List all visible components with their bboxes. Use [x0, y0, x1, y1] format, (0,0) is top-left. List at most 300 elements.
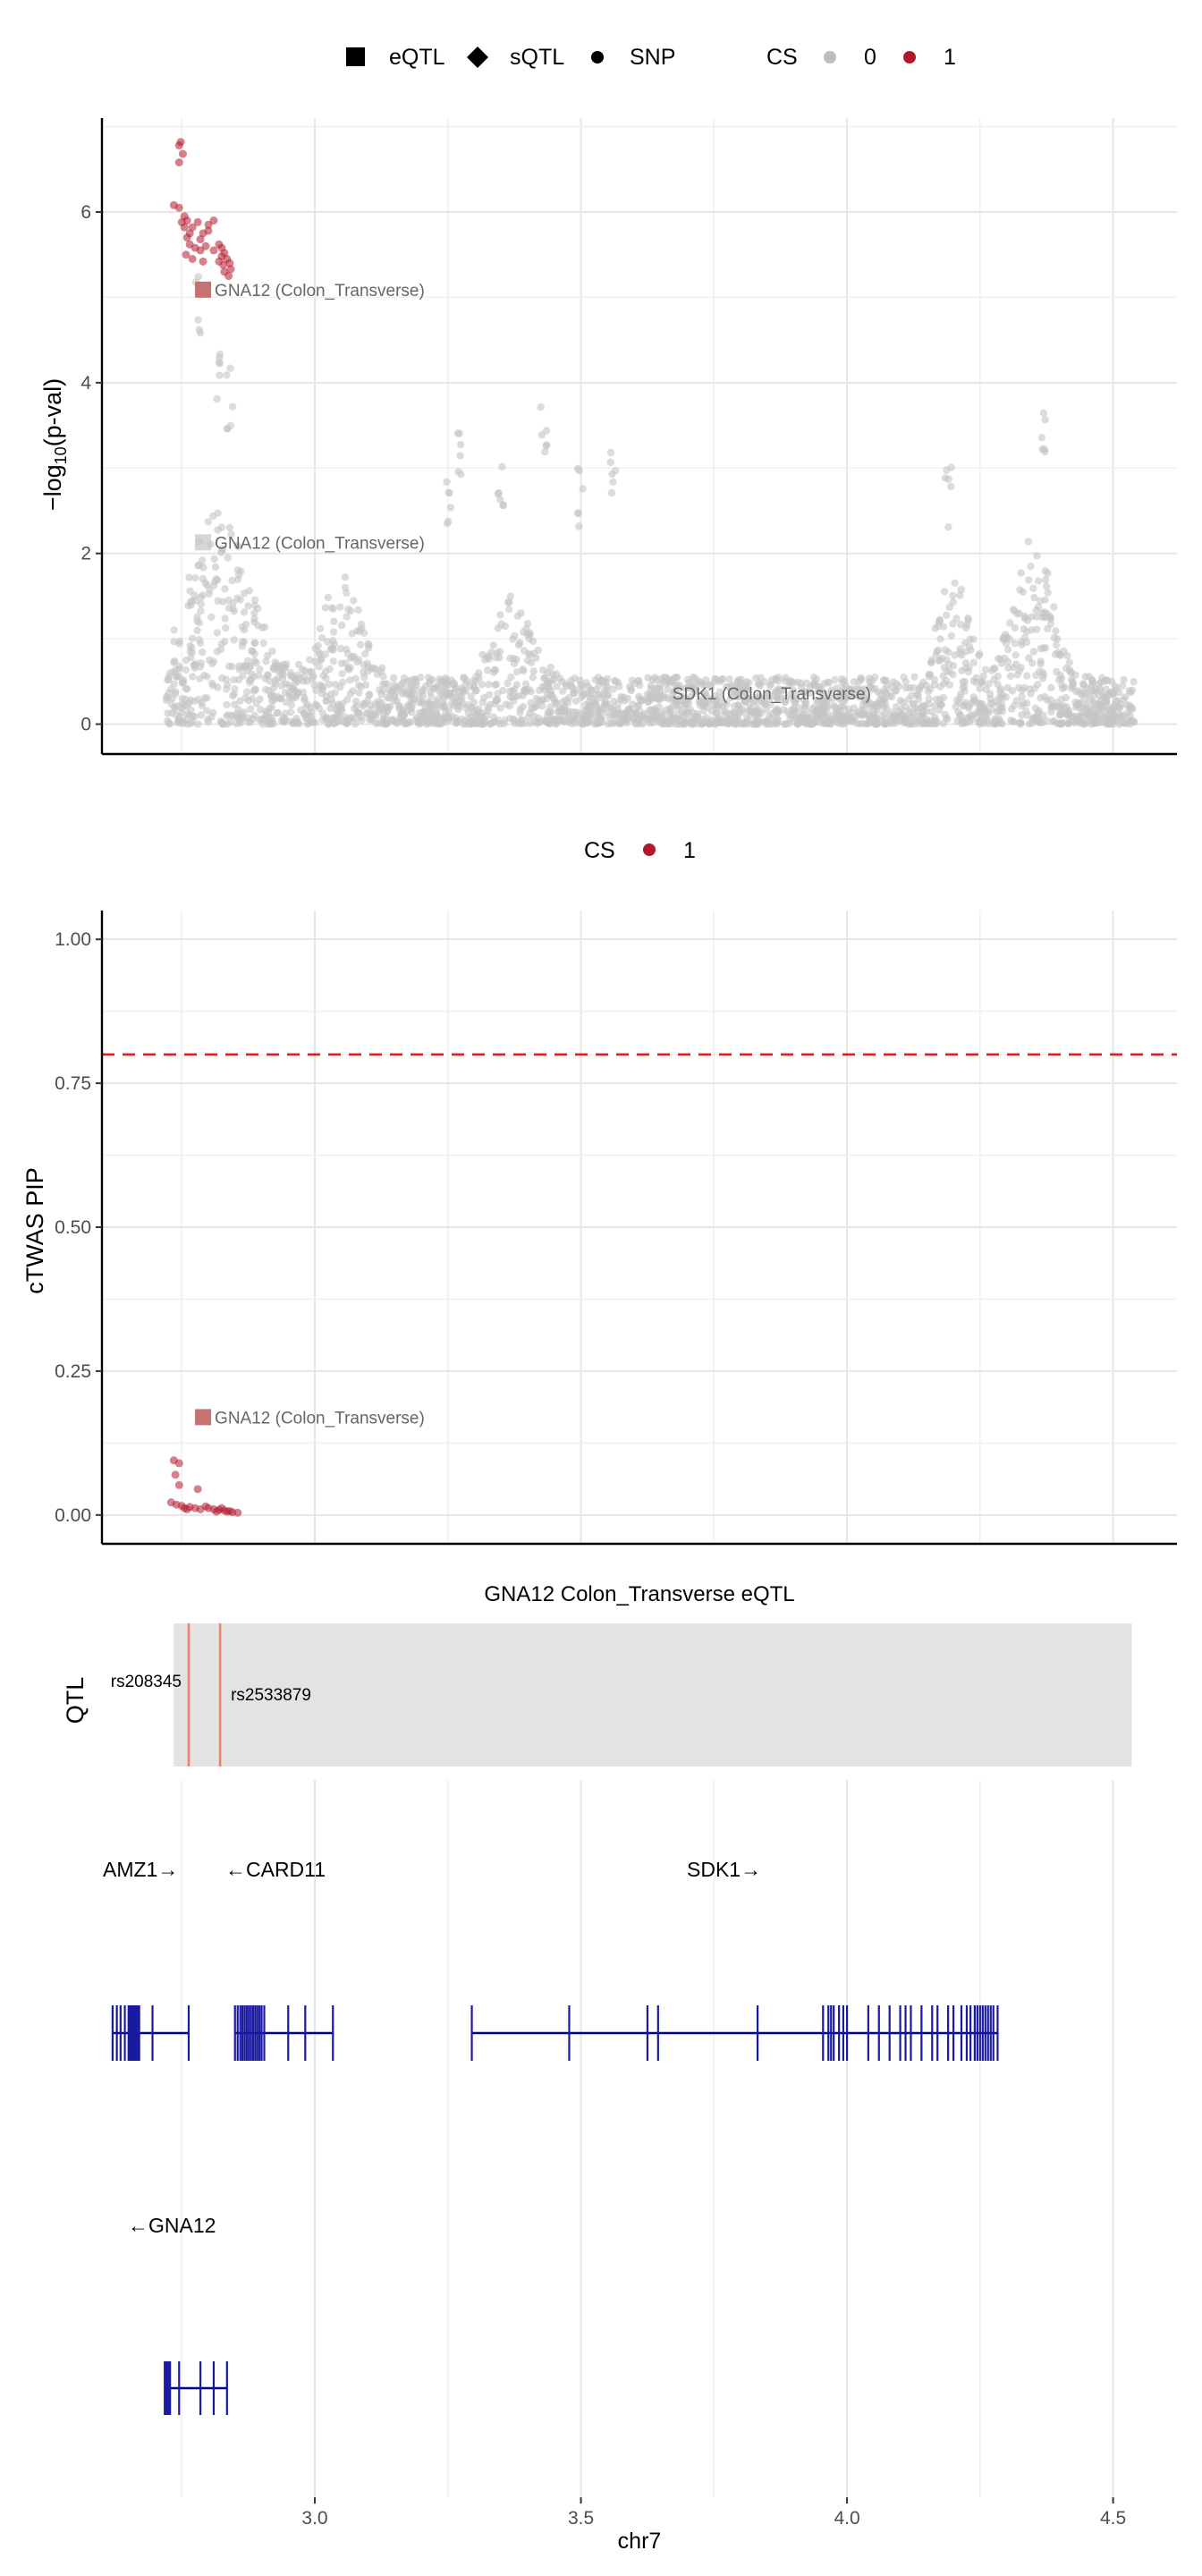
- snp-point-cs0: [888, 693, 895, 700]
- snp-point-cs0: [268, 698, 275, 705]
- snp-point-cs0: [190, 662, 198, 669]
- snp-point-cs0: [617, 693, 624, 700]
- snp-point-cs0: [559, 688, 566, 695]
- snp-point-cs0: [356, 628, 363, 635]
- snp-point-cs0: [1016, 586, 1023, 593]
- snp-point-cs0: [610, 698, 617, 705]
- snp-point-cs0: [938, 655, 945, 662]
- snp-point-cs0: [880, 676, 887, 683]
- snp-point-cs0: [623, 719, 631, 726]
- snp-point-cs0: [485, 707, 492, 714]
- snp-point-cs0: [1052, 627, 1059, 634]
- snp-point-cs0: [377, 668, 385, 675]
- snp-point-cs0: [1018, 569, 1025, 576]
- snp-point-cs0: [583, 679, 590, 686]
- snp-point-cs0: [910, 700, 918, 708]
- snp-point-cs0: [649, 719, 656, 726]
- snp-point-cs0: [998, 694, 1005, 701]
- snp-point-cs0: [344, 719, 351, 726]
- snp-point-cs0: [719, 719, 726, 726]
- snp-point-cs0: [219, 720, 226, 727]
- snp-point-cs0: [812, 708, 819, 716]
- snp-point-cs0: [223, 701, 230, 708]
- snp-point-cs0: [1043, 717, 1050, 724]
- legend-pip-cs-title: CS: [584, 838, 615, 863]
- snp-point-cs1: [209, 246, 217, 254]
- snp-point-cs0: [186, 588, 193, 595]
- snp-point-cs0: [547, 691, 554, 699]
- snp-point-cs0: [251, 597, 258, 604]
- snp-point-cs0: [306, 657, 313, 664]
- snp-point-cs0: [436, 675, 443, 682]
- snp-point-cs0: [1026, 685, 1033, 692]
- annotation-label: GNA12 (Colon_Transverse): [215, 534, 425, 554]
- snp-point-cs0: [906, 684, 913, 691]
- snp-point-cs0: [338, 622, 345, 629]
- legend-association: [346, 45, 956, 70]
- eqtl-point: [648, 685, 664, 701]
- snp-point-cs0: [1033, 613, 1040, 620]
- snp-point-cs0: [295, 661, 302, 668]
- snp-point-cs0: [519, 665, 526, 673]
- snp-point-cs0: [308, 713, 315, 720]
- legend-cs-0-key: [824, 51, 836, 64]
- snp-point-cs0: [673, 674, 681, 681]
- snp-point-cs0: [530, 667, 538, 674]
- snp-point-cs1: [175, 158, 183, 166]
- snp-point-cs1: [177, 138, 185, 146]
- snp-point-cs0: [213, 575, 220, 582]
- legend-pip-cs-1-key: [643, 843, 656, 856]
- snp-point-cs0: [505, 606, 512, 613]
- snp-point-cs0: [944, 523, 952, 530]
- snp-point-cs0: [240, 664, 247, 671]
- snp-point-cs0: [197, 329, 204, 336]
- gene-track: [103, 1858, 997, 2415]
- snp-point-cs0: [235, 676, 242, 683]
- snp-point-cs0: [330, 618, 337, 625]
- snp-point-cs0: [345, 666, 352, 674]
- snp-point-cs0: [547, 664, 554, 671]
- y-tick-label: 0.00: [55, 1504, 91, 1526]
- snp-point-cs0: [964, 714, 971, 721]
- snp-point-cs1: [186, 229, 194, 237]
- snp-point-cs0: [1015, 684, 1022, 691]
- snp-point-cs0: [1040, 410, 1047, 417]
- snp-point-cs0: [491, 666, 498, 674]
- snp-point-cs0: [218, 674, 225, 682]
- snp-point-cs0: [751, 720, 758, 727]
- snp-point-cs0: [584, 690, 591, 697]
- snp-point-cs0: [1047, 708, 1054, 716]
- snp-point-cs0: [444, 518, 452, 525]
- snp-point-cs0: [1130, 678, 1137, 685]
- snp-point-cs0: [975, 652, 982, 659]
- snp-point-cs0: [689, 713, 696, 720]
- snp-point-cs0: [364, 660, 371, 667]
- snp-point-cs0: [317, 683, 325, 691]
- snp-point-cs0: [358, 621, 365, 628]
- snp-point-cs0: [712, 719, 719, 726]
- snp-point-cs0: [561, 707, 568, 714]
- y-tick-label: 0.50: [55, 1217, 91, 1238]
- snp-point-cs0: [897, 697, 904, 704]
- snp-point-cs0: [838, 675, 845, 682]
- snp-point-cs0: [1004, 684, 1012, 691]
- snp-point-cs0: [462, 688, 470, 695]
- snp-point-cs0: [347, 690, 354, 697]
- snp-point-cs0: [910, 674, 918, 681]
- snp-point-cs1: [233, 1509, 241, 1517]
- snp-point-cs0: [343, 613, 350, 620]
- snp-point-cs0: [855, 710, 862, 717]
- snp-point-cs0: [950, 662, 957, 669]
- snp-point-cs0: [1080, 682, 1088, 689]
- snp-point-cs0: [1027, 563, 1034, 570]
- snp-point-cs0: [1033, 552, 1040, 559]
- eqtl-point: [195, 1409, 211, 1425]
- snp-point-cs0: [316, 663, 323, 670]
- pip-annotations: [215, 1409, 425, 1428]
- snp-point-cs0: [990, 665, 997, 672]
- snp-point-cs0: [1123, 716, 1130, 724]
- snp-point-cs0: [206, 590, 213, 597]
- snp-point-cs0: [541, 682, 548, 690]
- snp-point-cs0: [172, 690, 179, 697]
- snp-point-cs1: [181, 224, 189, 232]
- snp-point-cs0: [323, 698, 330, 705]
- snp-point-cs0: [972, 679, 979, 686]
- snp-point-cs0: [470, 677, 478, 684]
- y-axis-title-prefix: −log: [39, 464, 66, 512]
- snp-point-cs0: [322, 604, 329, 611]
- snp-point-cs0: [1043, 582, 1050, 589]
- snp-point-cs0: [537, 403, 544, 411]
- snp-point-cs0: [949, 598, 956, 606]
- snp-point-cs0: [1129, 687, 1136, 694]
- snp-point-cs0: [704, 720, 711, 727]
- snp-point-cs0: [481, 657, 488, 664]
- snp-point-cs0: [804, 720, 811, 727]
- snp-point-cs0: [507, 674, 514, 681]
- snp-point-cs0: [737, 720, 744, 727]
- snp-point-cs0: [344, 606, 351, 613]
- snp-point-cs0: [225, 663, 233, 670]
- snp-point-cs0: [734, 677, 741, 684]
- gene-label: ←CARD11: [225, 1858, 326, 1881]
- snp-point-cs0: [377, 702, 385, 709]
- snp-point-cs0: [163, 693, 170, 700]
- x-tick-label: 3.0: [301, 2508, 328, 2529]
- snp-point-cs0: [199, 564, 207, 571]
- snp-point-cs0: [602, 708, 609, 716]
- snp-point-cs1: [202, 242, 210, 250]
- snp-point-cs0: [1022, 708, 1029, 715]
- snp-point-cs0: [419, 686, 427, 693]
- snp-point-cs0: [244, 602, 251, 609]
- snp-point-cs0: [350, 597, 357, 604]
- snp-point-cs0: [283, 699, 290, 706]
- snp-point-cs0: [416, 720, 423, 727]
- snp-point-cs0: [1024, 616, 1031, 623]
- snp-point-cs0: [873, 719, 880, 726]
- snp-point-cs0: [665, 716, 673, 724]
- snp-point-cs0: [287, 669, 294, 676]
- snp-point-cs0: [1064, 712, 1071, 719]
- snp-point-cs0: [1010, 664, 1017, 671]
- snp-point-cs0: [328, 604, 335, 611]
- snp-point-cs0: [364, 668, 371, 675]
- snp-point-cs0: [538, 697, 546, 704]
- snp-point-cs0: [628, 687, 635, 694]
- snp-point-cs0: [322, 650, 329, 657]
- snp-point-cs0: [609, 479, 616, 486]
- snp-point-cs1: [199, 258, 207, 266]
- snp-point-cs0: [966, 702, 973, 709]
- snp-point-cs0: [486, 691, 493, 699]
- snp-point-cs0: [453, 715, 460, 722]
- snp-point-cs0: [319, 672, 326, 679]
- snp-point-cs0: [412, 682, 419, 689]
- snp-point-cs0: [213, 395, 220, 402]
- pip-y-axis-title: cTWAS PIP: [21, 1167, 48, 1294]
- pip-panel: [21, 911, 1177, 1544]
- snp-point-cs1: [217, 252, 225, 260]
- snp-point-cs0: [1107, 718, 1114, 725]
- snp-point-cs0: [495, 716, 502, 724]
- snp-point-cs0: [556, 674, 563, 682]
- snp-point-cs0: [1035, 577, 1042, 584]
- snp-point-cs0: [1062, 694, 1070, 701]
- snp-point-cs1: [212, 1507, 220, 1515]
- snp-point-cs0: [910, 712, 917, 719]
- snp-point-cs0: [526, 631, 533, 639]
- snp-point-cs0: [381, 681, 388, 688]
- snp-point-cs0: [937, 700, 944, 708]
- snp-point-cs0: [1096, 710, 1104, 717]
- snp-point-cs1: [194, 1485, 202, 1493]
- snp-point-cs0: [423, 720, 430, 727]
- snp-point-cs0: [1042, 416, 1049, 423]
- x-tick-label: 3.5: [567, 2508, 595, 2529]
- snp-point-cs0: [264, 652, 271, 659]
- snp-point-cs0: [485, 681, 492, 688]
- snp-point-cs0: [943, 612, 950, 619]
- snp-point-cs0: [535, 715, 542, 722]
- snp-point-cs0: [982, 666, 989, 674]
- snp-point-cs0: [180, 676, 187, 683]
- snp-point-cs0: [168, 709, 175, 716]
- snp-point-cs0: [391, 698, 398, 705]
- snp-point-cs0: [390, 674, 397, 682]
- snp-point-cs0: [495, 490, 502, 497]
- snp-point-cs0: [403, 707, 411, 714]
- snp-point-cs0: [944, 648, 952, 656]
- legend-eqtl-key: [346, 47, 365, 66]
- snp-point-cs0: [1071, 672, 1079, 679]
- snp-point-cs0: [471, 720, 478, 727]
- snp-point-cs0: [1042, 644, 1049, 651]
- snp-point-cs0: [614, 679, 622, 686]
- snp-point-cs0: [995, 701, 1003, 708]
- snp-point-cs0: [940, 694, 947, 701]
- snp-point-cs0: [351, 720, 359, 727]
- snp-point-cs0: [573, 716, 580, 723]
- snp-point-cs0: [775, 708, 782, 715]
- snp-point-cs0: [1012, 640, 1019, 647]
- association-panel: [39, 118, 1177, 754]
- snp-point-cs0: [952, 703, 959, 710]
- snp-point-cs1: [194, 218, 202, 226]
- snp-point-cs0: [951, 580, 958, 587]
- snp-point-cs0: [226, 365, 233, 372]
- snp-point-cs0: [253, 700, 260, 708]
- snp-point-cs0: [986, 691, 994, 698]
- snp-point-cs0: [175, 640, 182, 648]
- snp-point-cs0: [569, 683, 576, 691]
- snp-point-cs0: [419, 698, 426, 705]
- snp-point-cs0: [896, 708, 903, 716]
- snp-point-cs0: [612, 467, 619, 474]
- snp-point-cs0: [576, 467, 583, 474]
- snp-point-cs0: [935, 647, 942, 654]
- snp-point-cs0: [999, 635, 1006, 642]
- snp-point-cs0: [598, 694, 605, 701]
- snp-point-cs0: [995, 719, 1002, 726]
- snp-point-cs0: [947, 463, 954, 470]
- snp-point-cs0: [1039, 674, 1046, 682]
- y-tick-label: 2: [80, 543, 91, 564]
- snp-point-cs0: [678, 708, 685, 715]
- snp-point-cs0: [366, 691, 373, 699]
- snp-point-cs0: [262, 716, 269, 723]
- snp-point-cs0: [795, 715, 802, 722]
- snp-point-cs0: [958, 720, 965, 727]
- x-tick-label: 4.0: [834, 2508, 860, 2529]
- gene-track-x-axis: [301, 2497, 1126, 2529]
- snp-point-cs0: [198, 659, 205, 666]
- gene-track-panel: [103, 1780, 1126, 2554]
- snp-point-cs0: [926, 695, 933, 702]
- snp-point-cs0: [725, 675, 732, 682]
- snp-point-cs0: [866, 715, 873, 722]
- snp-point-cs0: [446, 690, 453, 697]
- snp-point-cs0: [1006, 619, 1013, 626]
- snp-point-cs0: [212, 564, 219, 571]
- snp-point-cs0: [280, 671, 287, 678]
- y-tick-label: 0.75: [55, 1073, 91, 1095]
- snp-point-cs0: [405, 718, 412, 725]
- legend-cs-1-key: [903, 51, 916, 64]
- snp-point-cs0: [927, 659, 935, 666]
- snp-point-cs0: [411, 696, 418, 703]
- snp-point-cs0: [1011, 702, 1018, 709]
- snp-point-cs0: [509, 693, 516, 700]
- qtl-variant-label: rs208345: [110, 1673, 182, 1691]
- snp-point-cs0: [342, 573, 349, 580]
- snp-point-cs0: [268, 714, 275, 721]
- snp-point-cs0: [236, 716, 243, 724]
- snp-point-cs0: [1069, 682, 1076, 689]
- snp-point-cs0: [1045, 589, 1052, 596]
- snp-point-cs0: [384, 708, 391, 715]
- legend-eqtl-label: eQTL: [389, 45, 445, 70]
- snp-point-cs0: [967, 647, 974, 654]
- snp-point-cs0: [231, 701, 238, 708]
- snp-point-cs0: [748, 704, 755, 711]
- snp-point-cs0: [196, 619, 203, 626]
- snp-point-cs0: [527, 720, 534, 727]
- snp-point-cs0: [927, 685, 934, 692]
- snp-point-cs0: [1090, 691, 1097, 699]
- snp-point-cs0: [529, 674, 537, 681]
- snp-point-cs0: [632, 708, 639, 716]
- snp-point-cs0: [840, 704, 847, 711]
- snp-point-cs0: [197, 640, 204, 647]
- snp-point-cs0: [744, 720, 751, 727]
- snp-point-cs0: [858, 675, 865, 682]
- snp-point-cs0: [224, 682, 231, 689]
- snp-point-cs0: [957, 621, 964, 628]
- snp-point-cs0: [636, 720, 643, 727]
- snp-point-cs0: [1129, 706, 1136, 713]
- snp-point-cs0: [1034, 681, 1041, 688]
- qtl-track-title: GNA12 Colon_Transverse eQTL: [484, 1582, 795, 1606]
- snp-point-cs0: [242, 621, 250, 628]
- snp-point-cs0: [648, 676, 656, 683]
- snp-point-cs0: [216, 371, 223, 378]
- snp-point-cs0: [775, 716, 782, 724]
- snp-point-cs1: [209, 216, 217, 225]
- snp-point-cs0: [224, 711, 232, 718]
- snp-point-cs0: [211, 555, 218, 563]
- snp-point-cs0: [229, 403, 236, 411]
- snp-point-cs0: [1041, 448, 1048, 455]
- snp-point-cs1: [175, 1481, 183, 1489]
- snp-point-cs0: [775, 677, 782, 684]
- snp-point-cs0: [247, 706, 254, 713]
- qtl-track: [111, 1623, 1132, 1767]
- snp-point-cs0: [1105, 677, 1112, 684]
- snp-point-cs0: [871, 674, 878, 681]
- snp-point-cs0: [190, 698, 198, 705]
- snp-point-cs0: [260, 640, 267, 647]
- snp-point-cs0: [545, 719, 552, 726]
- snp-point-cs0: [247, 718, 254, 725]
- snp-point-cs0: [982, 708, 989, 715]
- snp-point-cs0: [196, 675, 203, 682]
- snp-point-cs0: [511, 632, 518, 640]
- snp-point-cs1: [175, 204, 183, 212]
- snp-point-cs0: [1025, 576, 1032, 583]
- snp-point-cs0: [478, 720, 486, 727]
- snp-point-cs0: [245, 697, 252, 704]
- snp-point-cs0: [564, 699, 571, 706]
- snp-point-cs0: [171, 626, 178, 633]
- snp-point-cs0: [207, 614, 215, 621]
- snp-point-cs0: [1089, 710, 1096, 717]
- snp-point-cs0: [165, 676, 172, 683]
- snp-point-cs0: [492, 696, 499, 703]
- snp-point-cs0: [1042, 576, 1049, 583]
- snp-point-cs0: [960, 678, 967, 685]
- snp-point-cs0: [493, 681, 500, 688]
- snp-point-cs0: [511, 719, 518, 726]
- snp-point-cs0: [325, 594, 332, 601]
- snp-point-cs0: [944, 475, 952, 482]
- snp-point-cs0: [288, 684, 295, 691]
- qtl-track-y-label: QTL: [62, 1676, 89, 1724]
